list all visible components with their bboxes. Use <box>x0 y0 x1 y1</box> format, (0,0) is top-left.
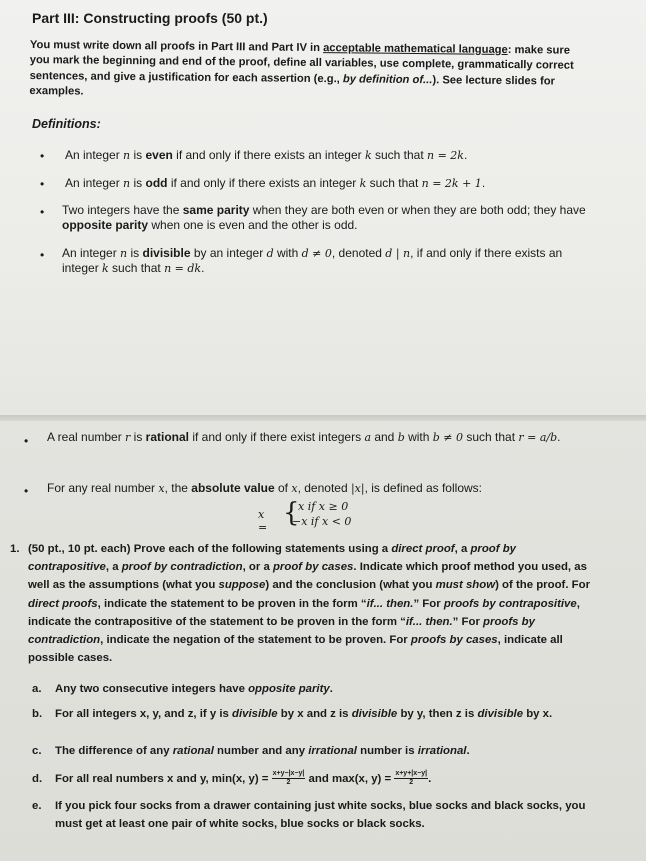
def-term: opposite parity <box>62 218 149 232</box>
part-text: number and any <box>213 745 309 757</box>
q-text: ) and the conclusion (what you <box>265 579 436 592</box>
intro-text-3: ). See lecture slides for examples. <box>29 74 555 98</box>
q-italic: proof by contrapositive <box>28 543 517 574</box>
q-text: , a <box>105 561 122 574</box>
math-var: n <box>123 149 131 162</box>
def-text: if and only if there exists an integer <box>167 176 360 190</box>
brace-icon: { <box>283 498 300 528</box>
def-text: . <box>201 261 205 275</box>
part-text: . <box>466 745 470 757</box>
part-italic: irrational <box>417 745 467 757</box>
math-var: x <box>291 482 298 495</box>
part-italic: opposite parity <box>248 683 330 695</box>
min-fraction <box>272 770 306 787</box>
math-var: k <box>364 149 372 162</box>
piecewise-case-1: x if x ≥ 0 <box>298 500 349 513</box>
part-label: e. <box>32 800 42 812</box>
question-text <box>28 540 590 667</box>
fraction-numerator: x+y+|x−y| <box>395 770 428 778</box>
intro-italic: by definition of... <box>342 73 433 87</box>
math-var: a <box>364 431 371 444</box>
part-label: d. <box>32 773 43 785</box>
def-text: if and only if there exists an integer <box>172 148 365 162</box>
part-a <box>32 680 592 698</box>
fraction-denominator: 2 <box>286 779 291 787</box>
part-b <box>32 705 592 723</box>
part-c-text <box>55 742 592 760</box>
bullet-icon: • <box>24 484 29 498</box>
def-text: An integer <box>65 148 124 162</box>
part-text: . <box>428 773 432 785</box>
def-text: , the <box>164 481 192 495</box>
def-text: is <box>127 246 143 260</box>
math-eq: n = 2k + 1 <box>421 177 482 190</box>
definition-divisible <box>62 246 597 276</box>
def-term: odd <box>145 176 168 190</box>
def-text: such that <box>108 261 165 275</box>
part-label: c. <box>32 745 42 757</box>
part-d-text <box>55 770 592 788</box>
def-text: and <box>371 430 398 444</box>
q-italic: proofs by contrapositive <box>443 597 577 610</box>
part-text: by y, then z is <box>397 708 478 720</box>
q-text: , or a <box>242 561 273 574</box>
q-text: . Indicate which proof method you used, as well as the assumptions (what you <box>28 561 587 592</box>
def-text: , denoted <box>331 246 386 260</box>
max-fraction <box>394 770 428 787</box>
def-text: is <box>130 148 146 162</box>
definition-parity <box>62 203 590 233</box>
part-text: by x and z is <box>277 708 352 720</box>
part-e-text <box>55 797 592 833</box>
def-term: same parity <box>182 203 250 217</box>
q-italic: direct proof <box>391 543 455 555</box>
part-b-text <box>55 705 592 723</box>
part-text: number is <box>356 745 418 757</box>
part-d <box>32 770 592 788</box>
intro-underlined: acceptable mathematical language <box>323 42 508 57</box>
q-text: , indicate the statement to be proven in the form “ <box>97 597 367 610</box>
def-text: . <box>463 148 468 162</box>
math-eq: d | n <box>385 247 411 260</box>
def-text: , if and only if there exists an integer <box>62 246 563 275</box>
part-text: Any two consecutive integers have <box>55 683 249 695</box>
math-eq: n = 2k <box>427 149 464 162</box>
instructions-paragraph <box>29 38 590 105</box>
definition-odd <box>65 176 595 191</box>
piecewise-case-2: −x if x < 0 <box>292 515 352 528</box>
q-italic: if... then. <box>366 597 414 610</box>
q-italic: proofs by cases <box>410 634 498 647</box>
math-var: k <box>102 262 109 275</box>
intro-text-2: : make sure you mark the beginning and end of the proof, define all variables, use complete, grammatically correct sentences, and give a justification for each assertion (e.g., <box>29 44 574 86</box>
def-text: by an integer <box>190 246 267 260</box>
bullet-icon: • <box>40 149 45 163</box>
bullet-icon: • <box>40 205 45 219</box>
q-text: , indicate the negation of the statement to be proven. For <box>100 634 411 647</box>
math-var: x <box>158 482 165 495</box>
math-eq: n = dk <box>164 262 202 275</box>
bullet-icon: • <box>40 177 45 191</box>
section-heading: Part III: Constructing proofs (50 pt.) <box>32 10 268 26</box>
part-label: b. <box>32 708 43 720</box>
def-text: An integer <box>65 176 124 190</box>
part-label: a. <box>32 683 42 695</box>
q-italic: proofs by contradiction <box>28 615 535 647</box>
bullet-icon: • <box>40 248 45 262</box>
def-text: is <box>130 430 146 444</box>
definition-rational <box>47 430 592 445</box>
def-text: . <box>557 430 561 444</box>
fraction-numerator: x+y−|x−y| <box>272 770 305 778</box>
part-text: The difference of any <box>55 745 173 757</box>
q-italic: must show <box>435 579 496 592</box>
bullet-icon: • <box>24 434 29 448</box>
def-term: divisible <box>142 246 191 260</box>
def-text: if and only if there exist integers <box>189 430 365 444</box>
piecewise-lhs: x = <box>258 508 268 534</box>
def-text: , is defined as follows: <box>364 481 482 495</box>
math-var: d <box>266 247 274 260</box>
part-text: by x. <box>523 708 553 720</box>
part-italic: divisible <box>351 708 398 720</box>
math-var: n <box>123 177 131 190</box>
definition-even <box>65 148 595 163</box>
q-text: (50 pt., 10 pt. each) Prove each of the following statements using a <box>28 543 392 555</box>
q-text: ) of the proof. For <box>495 579 590 592</box>
part-text: and max(x, y) = <box>305 773 395 785</box>
math-var: r <box>125 431 131 444</box>
def-term: absolute value <box>191 481 275 495</box>
question-1 <box>10 540 590 667</box>
math-eq: |x| <box>350 482 365 495</box>
def-text: with <box>273 246 302 260</box>
def-text: A real number <box>47 430 126 444</box>
math-var: k <box>359 177 367 190</box>
def-text: such that <box>463 430 519 444</box>
q-italic: proof by cases <box>272 561 354 574</box>
part-a-text <box>55 680 592 698</box>
math-var: n <box>120 247 128 260</box>
math-var: b <box>397 431 405 444</box>
part-text: If you pick four socks from a drawer containing just white socks, blue socks and black socks, you must get at least one pair of white socks, blue socks or black socks. <box>55 800 586 830</box>
q-text: ” For <box>452 615 484 628</box>
def-term: rational <box>145 430 189 444</box>
def-text: of <box>274 481 292 495</box>
part-e <box>32 797 592 833</box>
def-text: Two integers have the <box>62 203 183 217</box>
q-text: , indicate all possible cases. <box>28 634 563 665</box>
def-term: even <box>145 148 173 162</box>
def-text: An integer <box>62 246 121 260</box>
part-text: For all real numbers x and y, min(x, y) = <box>55 773 272 785</box>
part-c <box>32 742 592 760</box>
q-text: ” For <box>413 597 444 610</box>
part-text: For all integers x, y, and z, if y is <box>55 708 233 720</box>
intro-text-1: You must write down all proofs in Part III and Part IV in <box>29 38 324 55</box>
def-text: such that <box>366 176 422 190</box>
def-text: is <box>130 176 146 190</box>
part-text: . <box>329 683 333 695</box>
def-text: when one is even and the other is odd. <box>148 218 358 232</box>
def-text: . <box>481 176 486 190</box>
def-text: such that <box>371 148 427 162</box>
definition-absolute-value <box>47 481 592 496</box>
def-text: with <box>404 430 433 444</box>
part-italic: divisible <box>232 708 278 720</box>
def-text: , denoted <box>297 481 351 495</box>
math-eq: d ≠ 0 <box>301 247 332 260</box>
part-italic: rational <box>172 745 214 757</box>
question-number: 1. <box>10 543 20 555</box>
def-text: when they are both even or when they are both odd; they have <box>249 203 586 217</box>
part-italic: irrational <box>308 745 357 757</box>
q-italic: suppose <box>218 579 266 592</box>
q-text: , indicate the contrapositive of the statement to be proven in the form “ <box>28 597 580 628</box>
fraction-denominator: 2 <box>409 779 414 787</box>
q-italic: proof by contradiction <box>121 561 243 574</box>
q-italic: direct proofs <box>28 597 98 610</box>
def-text: For any real number <box>47 481 159 495</box>
q-italic: if... then. <box>405 615 453 628</box>
part-italic: divisible <box>477 708 524 720</box>
math-eq: b ≠ 0 <box>432 431 464 444</box>
math-eq: r = a/b <box>518 431 558 444</box>
q-text: , a <box>454 543 471 555</box>
definitions-label: Definitions: <box>32 117 101 131</box>
